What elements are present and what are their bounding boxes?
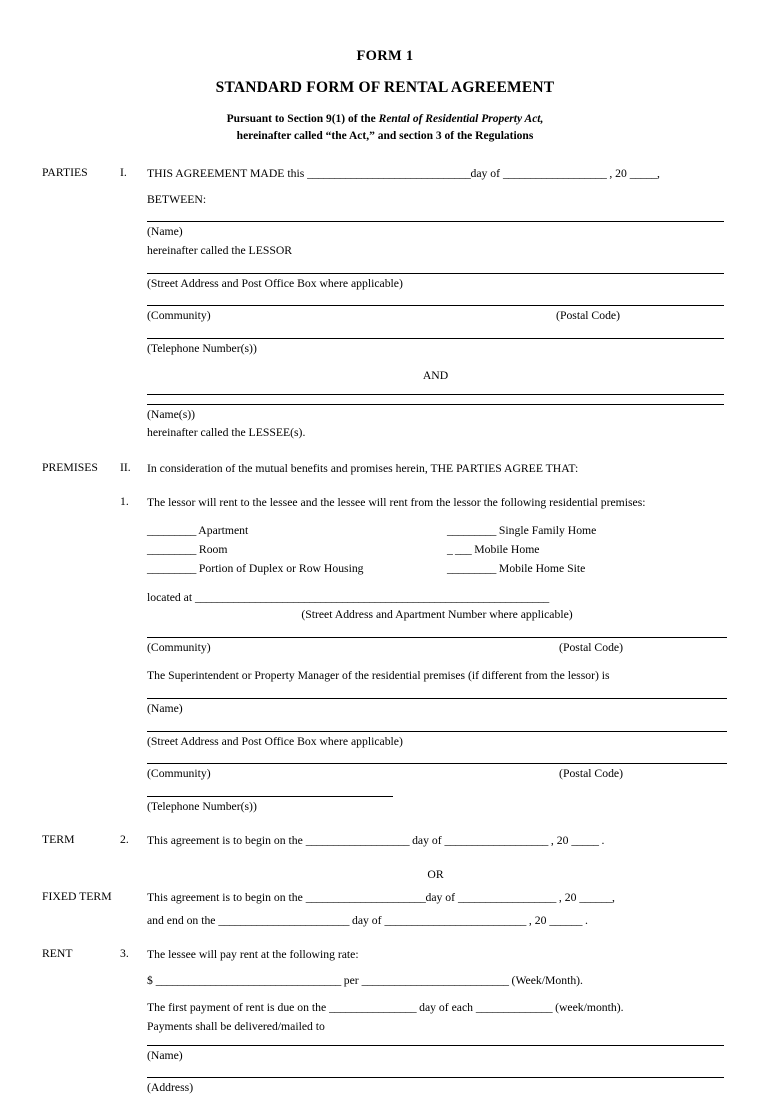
rent-payee-address-rule[interactable]: [147, 1077, 724, 1078]
side-label-fixed-term: FIXED TERM: [42, 890, 112, 904]
rent-payee-address-caption: (Address): [147, 1081, 194, 1095]
term-text-b: day of: [412, 834, 442, 848]
fixed-term-line1-c: , 20: [558, 891, 577, 905]
section-rent: [42, 945, 724, 1096]
option-single-family-home-blank[interactable]: _________: [447, 523, 496, 537]
parties-and: AND: [422, 369, 449, 383]
superintendent-phone-caption: (Telephone Number(s)): [147, 799, 257, 813]
premises-options-left: [147, 522, 447, 579]
side-label-parties: PARTIES: [42, 166, 88, 180]
fixed-term-line2-a: and end on the: [147, 913, 216, 927]
rent-first-payment-day-blank[interactable]: ________________: [329, 1001, 417, 1015]
rent-first-payment-b: day of each: [419, 1001, 473, 1015]
premises-located-at: [147, 589, 727, 607]
section-parties: [42, 164, 724, 441]
parties-month-blank[interactable]: ___________________: [502, 167, 607, 181]
fixed-term-line-1: [147, 889, 724, 907]
parties-between: BETWEEN:: [147, 192, 207, 206]
premises-type-options: [147, 522, 727, 579]
term-text-c: , 20: [550, 834, 569, 848]
superintendent-name-rule[interactable]: [147, 698, 727, 699]
option-duplex-label: Portion of Duplex or Row Housing: [198, 561, 364, 575]
section-premises: [42, 459, 724, 478]
fixed-term-begin-year-blank[interactable]: ______: [579, 891, 612, 905]
rent-item-number: 3.: [120, 947, 129, 961]
option-mobile-home-site-blank[interactable]: _________: [447, 561, 496, 575]
lessor-street-caption: (Street Address and Post Office Box where applicable): [147, 276, 403, 290]
lessor-phone-rule[interactable]: [147, 338, 724, 339]
term-day-blank[interactable]: ___________________: [305, 834, 410, 848]
superintendent-community-captions: [147, 765, 727, 783]
lessor-name-rule[interactable]: [147, 221, 724, 222]
option-apartment-blank[interactable]: _________: [147, 523, 196, 537]
rent-per-label: per: [343, 973, 359, 987]
fixed-term-line2-b: day of: [351, 913, 382, 927]
lessee-rule-1[interactable]: [147, 394, 724, 395]
fixed-term-line1-d: ,: [612, 891, 615, 905]
parties-agreement-line: [147, 165, 724, 183]
document-title: STANDARD FORM OF RENTAL AGREEMENT: [215, 79, 555, 96]
premises-postal-caption: (Postal Code): [559, 640, 623, 654]
lessor-community-rule[interactable]: [147, 305, 724, 306]
option-room-blank[interactable]: _________: [147, 542, 196, 556]
superintendent-name-caption: (Name): [147, 701, 183, 715]
lessor-postal-caption: (Postal Code): [556, 309, 620, 323]
parties-clause-b: day of: [470, 167, 501, 181]
fixed-term-line2-c: , 20: [528, 913, 547, 927]
parties-date-blank[interactable]: ______________________________: [307, 167, 471, 181]
option-duplex-blank[interactable]: _________: [147, 561, 196, 575]
lessor-community-caption: (Community): [147, 309, 211, 323]
section-term: [42, 831, 724, 883]
term-month-blank[interactable]: ___________________: [444, 834, 548, 848]
rent-week-month-label: (Week/Month).: [511, 973, 583, 987]
rent-delivered-line: Payments shall be delivered/mailed to: [147, 1019, 325, 1033]
premises-community-caption: (Community): [147, 640, 211, 654]
term-or: OR: [427, 867, 444, 881]
option-apartment-label: Apartment: [198, 523, 249, 537]
form-number: FORM 1: [356, 48, 414, 64]
fixed-term-end-month-blank[interactable]: __________________________: [384, 913, 526, 927]
term-text-d: .: [601, 834, 605, 848]
superintendent-street-caption: (Street Address and Post Office Box where applicable): [147, 734, 403, 748]
rent-first-payment-period-blank[interactable]: ______________: [475, 1001, 553, 1015]
option-single-family-home[interactable]: [447, 522, 727, 541]
lessor-designation: hereinafter called the LESSOR: [147, 243, 293, 257]
section-fixed-term: [42, 888, 724, 929]
option-duplex[interactable]: [147, 560, 447, 579]
document-header: [0, 48, 770, 144]
premises-item-number: 1.: [120, 495, 129, 509]
option-single-family-home-label: Single Family Home: [498, 523, 597, 537]
option-mobile-home[interactable]: [447, 541, 727, 560]
superintendent-postal-caption: (Postal Code): [559, 767, 623, 781]
rent-first-payment-a: The first payment of rent is due on the: [147, 1001, 327, 1015]
rent-amount-blank[interactable]: __________________________________: [155, 973, 341, 987]
option-mobile-home-site-label: Mobile Home Site: [498, 561, 586, 575]
pursuant-text: [0, 111, 770, 144]
premises-street-apt-caption: (Street Address and Apartment Number where applicable): [301, 608, 573, 622]
lessor-phone-caption: (Telephone Number(s)): [147, 341, 257, 355]
term-item-number: 2.: [120, 833, 129, 847]
parties-year-blank[interactable]: _____: [629, 167, 658, 181]
fixed-term-begin-day-blank[interactable]: ______________________: [305, 891, 426, 905]
fixed-term-line2-d: .: [584, 913, 588, 927]
superintendent-street-rule[interactable]: [147, 731, 727, 732]
lessor-name-caption: (Name): [147, 225, 183, 239]
premises-intro: In consideration of the mutual benefits and promises herein, THE PARTIES AGREE THAT:: [147, 461, 579, 475]
option-mobile-home-blank[interactable]: _ ___: [447, 542, 472, 556]
lessor-street-rule[interactable]: [147, 273, 724, 274]
parties-clause-a: THIS AGREEMENT MADE this: [147, 167, 305, 181]
option-room[interactable]: [147, 541, 447, 560]
lessee-names-caption: (Name(s)): [147, 407, 196, 421]
premises-options-right: [447, 522, 727, 579]
rent-period-blank[interactable]: ___________________________: [361, 973, 509, 987]
side-label-rent: RENT: [42, 947, 73, 961]
premises-community-captions: [147, 639, 727, 657]
fixed-term-end-year-blank[interactable]: ______: [549, 913, 583, 927]
superintendent-community-caption: (Community): [147, 767, 211, 781]
fixed-term-begin-month-blank[interactable]: __________________: [457, 891, 556, 905]
option-mobile-home-label: Mobile Home: [474, 542, 540, 556]
numeral-premises: II.: [120, 460, 131, 474]
rent-payee-name-rule[interactable]: [147, 1045, 724, 1046]
lessor-community-captions: [147, 307, 724, 325]
option-room-label: Room: [198, 542, 228, 556]
lessee-designation: hereinafter called the LESSEE(s).: [147, 426, 306, 440]
superintendent-community-rule[interactable]: [147, 763, 727, 764]
term-text-a: This agreement is to begin on the: [147, 834, 303, 848]
fixed-term-line-2: [147, 912, 724, 930]
lessee-rule-2[interactable]: [147, 404, 724, 405]
fixed-term-line1-b: day of: [425, 891, 456, 905]
option-mobile-home-site[interactable]: [447, 560, 727, 579]
rent-dollar-sign: $: [147, 973, 153, 987]
option-apartment[interactable]: [147, 522, 447, 541]
side-label-term: TERM: [42, 833, 75, 847]
pursuant-line2: hereinafter called “the Act,” and section 3 of the Regulations: [236, 129, 534, 142]
rent-first-payment-line: [147, 999, 724, 1017]
document-body: [0, 164, 770, 1096]
pursuant-line1-part1: Pursuant to Section 9(1) of the: [226, 113, 379, 125]
parties-clause-c: , 20: [609, 167, 627, 181]
premises-community-rule[interactable]: [147, 637, 727, 638]
numeral-parties: I.: [120, 166, 127, 180]
term-begin-line: [147, 832, 724, 850]
premises-item-text: The lessor will rent to the lessee and the lessee will rent from the lessor the following residential premises:: [147, 496, 646, 510]
side-label-premises: PREMISES: [42, 460, 98, 474]
term-year-blank[interactable]: _____: [571, 834, 599, 848]
document-page: [0, 48, 770, 1095]
rent-first-payment-c: (week/month).: [555, 1001, 624, 1015]
superintendent-phone-rule[interactable]: [147, 796, 393, 797]
fixed-term-line1-a: This agreement is to begin on the: [147, 891, 303, 905]
premises-superintendent: The Superintendent or Property Manager of the residential premises (if different from the lessor) is: [147, 669, 610, 683]
premises-located-label: located at: [147, 590, 193, 604]
rent-rate-line: [147, 972, 724, 990]
premises-item-1: [42, 493, 724, 815]
rent-intro: The lessee will pay rent at the following rate:: [147, 948, 359, 962]
pursuant-act-name: Rental of Residential Property Act,: [378, 113, 544, 125]
fixed-term-end-day-blank[interactable]: ________________________: [218, 913, 350, 927]
rent-payee-name-caption: (Name): [147, 1048, 183, 1062]
parties-clause-d: ,: [657, 167, 660, 181]
premises-located-blank[interactable]: _________________________________________________________________: [195, 590, 549, 604]
